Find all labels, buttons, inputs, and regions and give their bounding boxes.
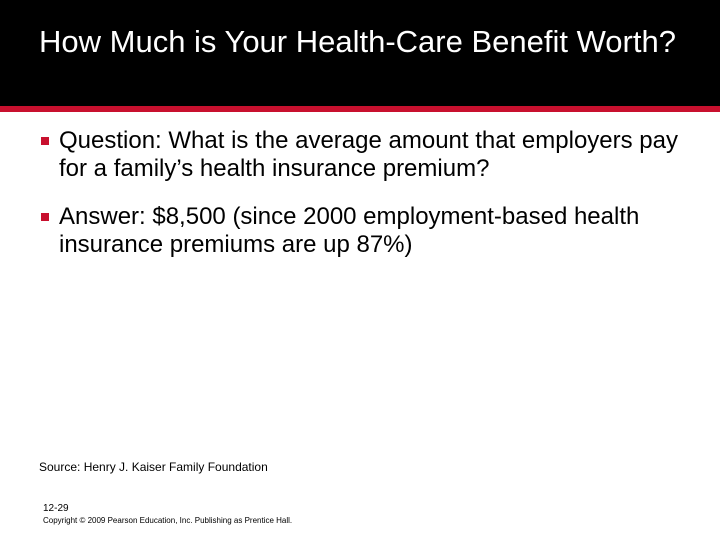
bullet-item-answer [40, 203, 680, 259]
title-bar [0, 0, 720, 106]
title-divider [0, 106, 720, 112]
bullet-list [40, 127, 680, 259]
source-note: Source: Henry J. Kaiser Family Foundation [39, 460, 268, 474]
square-bullet-icon [41, 137, 49, 145]
bullet-text: Answer: $8,500 (since 2000 employment-based health insurance premiums are up 87%) [59, 203, 640, 258]
bullet-item-question [40, 127, 680, 183]
copyright-notice: Copyright © 2009 Pearson Education, Inc. Publishing as Prentice Hall. [43, 516, 293, 525]
page-number: 12-29 [43, 503, 69, 514]
square-bullet-icon [41, 213, 49, 221]
slide-title: How Much is Your Health-Care Benefit Worth? [39, 24, 676, 59]
bullet-text: Question: What is the average amount that employers pay for a family’s health insurance premium? [59, 127, 678, 182]
